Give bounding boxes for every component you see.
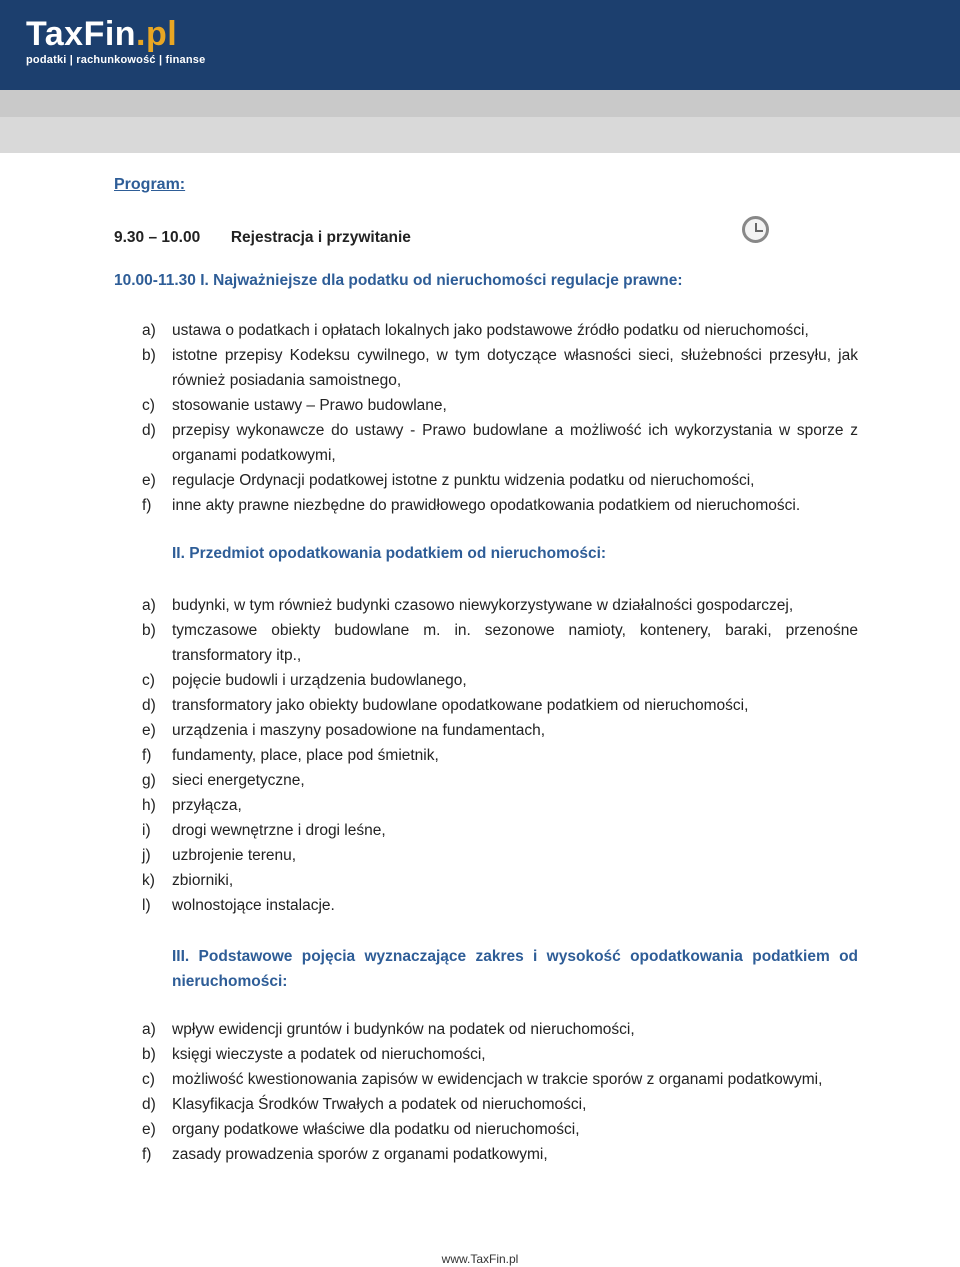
list-item: k) zbiorniki, [142,872,234,889]
list-item: e) urządzenia i maszyny posadowione na fundamentach, [142,722,546,739]
header-gray-band [0,117,960,153]
list-item: f) fundamenty, place, place pod śmietnik, [142,747,439,764]
taxfin-logo [26,16,205,66]
program-heading: Program: [114,176,186,193]
list-item: a) wpływ ewidencji gruntów i budynków na podatek od nieruchomości, [142,1021,635,1038]
list-item: h) przyłącza, [142,797,242,814]
header-divider [0,90,960,117]
section-1-list [142,318,858,518]
logo-tagline: podatki | rachunkowość | finanse [26,54,206,66]
list-item: a) budynki, w tym również budynki czasowo niewykorzystywane w działalności gospodarczej, [142,597,794,614]
list-item: d) transformatory jako obiekty budowlane opodatkowane podatkiem od nieruchomości, [142,697,749,714]
schedule-time: 10.00-11.30 [114,272,196,289]
logo-wordmark: TaxFin.pl [26,15,178,53]
list-item: l) wolnostojące instalacje. [142,897,335,914]
list-item: g) sieci energetyczne, [142,772,305,789]
list-item: d) przepisy wykonawcze do ustawy - Prawo budowlane a możliwość ich wykorzystania w sporze z organami podatkowymi, [142,422,858,464]
list-item: a) ustawa o podatkach i opłatach lokalnych jako podstawowe źródło podatku od nieruchomości, [142,322,809,339]
schedule-row-2 [114,272,683,290]
list-item: f) inne akty prawne niezbędne do prawidłowego opodatkowania podatkiem od nieruchomości. [142,497,801,514]
list-item: b) istotne przepisy Kodeksu cywilnego, w tym dotyczące własności sieci, służebności przesyłu, jak również posiadania samoistnego, [142,347,858,389]
list-item: b) księgi wieczyste a podatek od nieruchomości, [142,1046,486,1063]
list-item: f) zasady prowadzenia sporów z organami podatkowymi, [142,1146,548,1163]
list-item: c) stosowanie ustawy – Prawo budowlane, [142,397,447,414]
schedule-title: I. Najważniejsze dla podatku od nieruchomości regulacje prawne: [200,272,683,289]
list-item: b) tymczasowe obiekty budowlane m. in. sezonowe namioty, kontenery, baraki, przenośne transformatory itp., [142,622,858,664]
section-2-heading: II. Przedmiot opodatkowania podatkiem od nieruchomości: [172,545,607,562]
section-3-heading: III. Podstawowe pojęcia wyznaczające zakres i wysokość opodatkowania podatkiem od nieruchomości: [172,948,858,990]
schedule-title: Rejestracja i przywitanie [230,229,411,246]
clock-icon [742,216,769,243]
list-item: d) Klasyfikacja Środków Trwałych a podatek od nieruchomości, [142,1096,587,1113]
section-2-list [142,593,858,918]
footer-url: www.TaxFin.pl [441,1252,519,1266]
schedule-time: 9.30 – 10.00 [114,229,201,246]
list-item: j) uzbrojenie terenu, [142,847,297,864]
list-item: i) drogi wewnętrzne i drogi leśne, [142,822,386,839]
list-item: c) możliwość kwestionowania zapisów w ewidencjach w trakcie sporów z organami podatkowymi, [142,1071,823,1088]
schedule-row-1 [114,229,411,247]
section-3-list [142,1017,858,1167]
list-item: e) regulacje Ordynacji podatkowej istotne z punktu widzenia podatku od nieruchomości, [142,472,755,489]
list-item: e) organy podatkowe właściwe dla podatku od nieruchomości, [142,1121,580,1138]
list-item: c) pojęcie budowli i urządzenia budowlanego, [142,672,467,689]
